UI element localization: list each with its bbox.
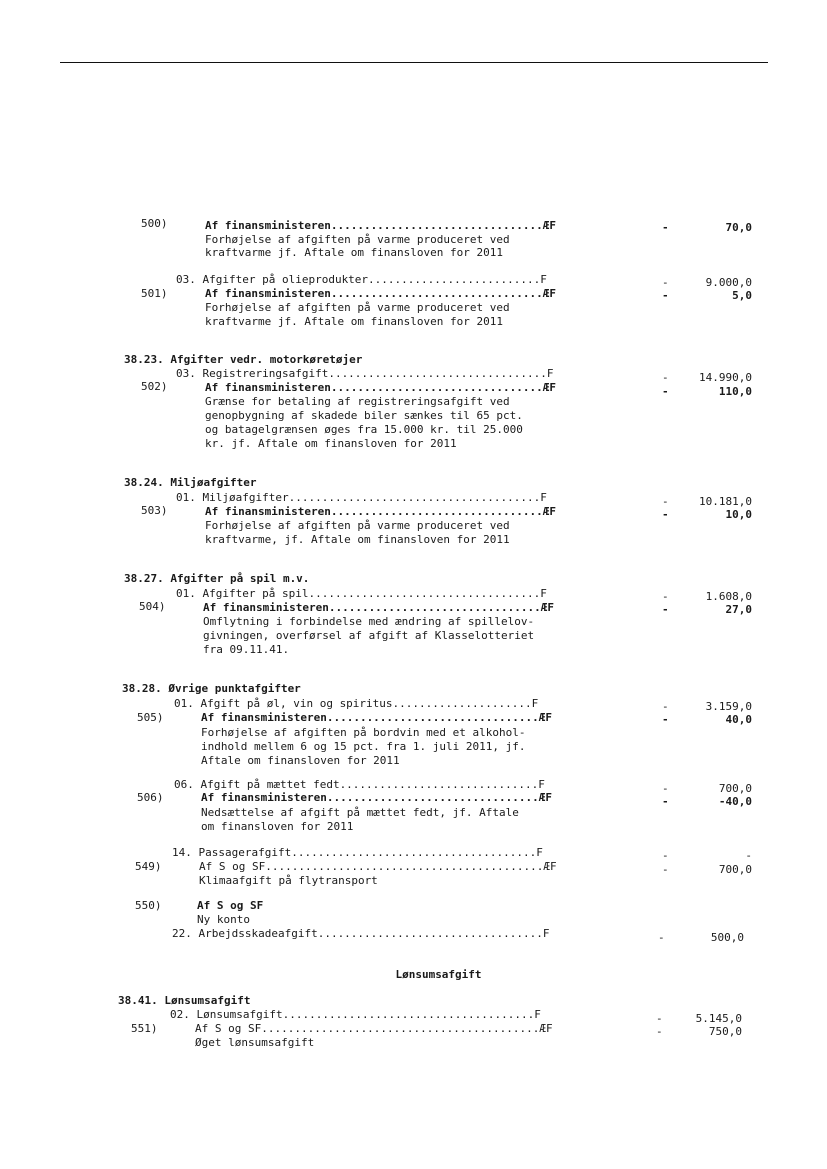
entry-number: 502)	[141, 380, 168, 393]
sub-amount-sign: -	[662, 782, 669, 795]
sub-amount-sign: -	[662, 495, 669, 508]
amount-value: 110,0	[718, 385, 752, 398]
amount-sign: -	[662, 289, 669, 302]
entry-number: 506)	[137, 791, 164, 804]
section-heading: 38.23. Afgifter vedr. motorkøretøjer	[124, 353, 363, 366]
entry-number: 501)	[141, 287, 168, 300]
section-heading: 38.24. Miljøafgifter	[124, 476, 257, 489]
amount-value: 70,0	[725, 221, 752, 234]
section-heading: 38.27. Afgifter på spil m.v.	[124, 572, 310, 585]
sub-amount-sign: -	[658, 931, 665, 944]
sub-amount-value: 1.608,0	[705, 590, 752, 603]
sub-account-line: 03. Registreringsafgift.................................F	[176, 367, 554, 380]
amount-sign: -	[662, 221, 669, 234]
entry-desc: indhold mellem 6 og 15 pct. fra 1. juli 2011, jf.	[201, 740, 526, 753]
amount-sign: -	[656, 1025, 663, 1038]
entry-desc: kr. jf. Aftale om finansloven for 2011	[205, 437, 457, 450]
amount-sign: -	[662, 863, 669, 876]
sub-amount-value: 9.000,0	[705, 276, 752, 289]
sub-account-line: 01. Afgifter på spil...................................F	[176, 587, 547, 600]
entry-desc: Grænse for betaling af registreringsafgift ved	[205, 395, 510, 408]
entry-desc: Forhøjelse af afgiften på varme produceret ved	[205, 233, 510, 246]
entry-line: Af finansministeren................................ÆF	[205, 381, 556, 394]
top-rule	[60, 62, 768, 63]
sub-amount-sign: -	[662, 276, 669, 289]
amount-value: 750,0	[708, 1025, 742, 1038]
sub-amount-value: -	[745, 849, 752, 862]
amount-sign: -	[662, 603, 669, 616]
sub-amount-sign: -	[662, 590, 669, 603]
entry-desc: kraftvarme jf. Aftale om finansloven for 2011	[205, 315, 504, 328]
entry-desc: Klimaafgift på flytransport	[199, 874, 378, 887]
entry-desc: kraftvarme jf. Aftale om finansloven for 2011	[205, 246, 504, 259]
entry-desc: Aftale om finansloven for 2011	[201, 754, 400, 767]
sub-account-line: 14. Passagerafgift.....................................F	[172, 846, 543, 859]
sub-account-line: 01. Miljøafgifter......................................F	[176, 491, 547, 504]
entry-number: 504)	[139, 600, 166, 613]
entry-line: Af S og SF	[197, 899, 264, 912]
section-heading: 38.41. Lønsumsafgift	[118, 994, 251, 1007]
entry-line: Af finansministeren................................ÆF	[205, 287, 556, 300]
entry-number: 551)	[131, 1022, 158, 1035]
sub-amount-value: 5.145,0	[695, 1012, 742, 1025]
sub-amount-sign: -	[656, 1012, 663, 1025]
sub-account-line: 06. Afgift på mættet fedt..............................F	[174, 778, 545, 791]
entry-desc: og batagelgrænsen øges fra 15.000 kr. til 25.000	[205, 423, 523, 436]
sub-amount-value: 500,0	[710, 931, 744, 944]
entry-number: 503)	[141, 504, 168, 517]
entry-number: 549)	[135, 860, 162, 873]
sub-amount-sign: -	[662, 700, 669, 713]
entry-desc: Omflytning i forbindelse med ændring af spillelov-	[203, 615, 535, 628]
amount-value: -40,0	[718, 795, 752, 808]
amount-value: 40,0	[725, 713, 752, 726]
sub-account-line: 01. Afgift på øl, vin og spiritus.....................F	[174, 697, 539, 710]
entry-desc: fra 09.11.41.	[203, 643, 290, 656]
amount-value: 10,0	[725, 508, 752, 521]
sub-amount-sign: -	[662, 849, 669, 862]
amount-sign: -	[662, 385, 669, 398]
entry-desc: Ny konto	[197, 913, 250, 926]
entry-desc: Forhøjelse af afgiften på bordvin med et alkohol-	[201, 726, 526, 739]
sub-amount-value: 700,0	[718, 782, 752, 795]
entry-line: Af finansministeren................................ÆF	[203, 601, 554, 614]
entry-desc: om finansloven for 2011	[201, 820, 354, 833]
amount-sign: -	[662, 713, 669, 726]
sub-amount-value: 3.159,0	[705, 700, 752, 713]
entry-line: Af S og SF..........................................ÆF	[199, 860, 557, 873]
entry-desc: Forhøjelse af afgiften på varme produceret ved	[205, 519, 510, 532]
entry-number: 500)	[141, 217, 168, 230]
section-heading: 38.28. Øvrige punktafgifter	[122, 682, 301, 695]
entry-desc: kraftvarme, jf. Aftale om finansloven for 2011	[205, 533, 510, 546]
entry-desc: Nedsættelse af afgift på mættet fedt, jf. Aftale	[201, 806, 519, 819]
sub-amount-value: 10.181,0	[699, 495, 752, 508]
amount-value: 5,0	[732, 289, 752, 302]
entry-desc: Øget lønsumsafgift	[195, 1036, 315, 1049]
entry-line: Af finansministeren................................ÆF	[201, 711, 552, 724]
entry-number: 505)	[137, 711, 164, 724]
entry-desc: genopbygning af skadede biler sænkes til 65 pct.	[205, 409, 523, 422]
entry-desc: Forhøjelse af afgiften på varme produceret ved	[205, 301, 510, 314]
sub-account-line: 02. Lønsumsafgift......................................F	[170, 1008, 541, 1021]
amount-sign: -	[662, 795, 669, 808]
sub-amount-sign: -	[662, 371, 669, 384]
entry-line: Af S og SF..........................................ÆF	[195, 1022, 553, 1035]
sub-amount-value: 14.990,0	[699, 371, 752, 384]
entry-line: Af finansministeren................................ÆF	[205, 505, 556, 518]
chapter-heading: Lønsumsafgift	[395, 968, 482, 981]
amount-value: 700,0	[718, 863, 752, 876]
entry-desc: givningen, overførsel af afgift af Klasselotteriet	[203, 629, 535, 642]
entry-number: 550)	[135, 899, 162, 912]
amount-value: 27,0	[725, 603, 752, 616]
sub-account-line: 03. Afgifter på olieprodukter..........................F	[176, 273, 547, 286]
entry-line: Af finansministeren................................ÆF	[205, 219, 556, 232]
entry-line: Af finansministeren................................ÆF	[201, 791, 552, 804]
sub-account-line: 22. Arbejdsskadeafgift..................................F	[172, 927, 550, 940]
amount-sign: -	[662, 508, 669, 521]
